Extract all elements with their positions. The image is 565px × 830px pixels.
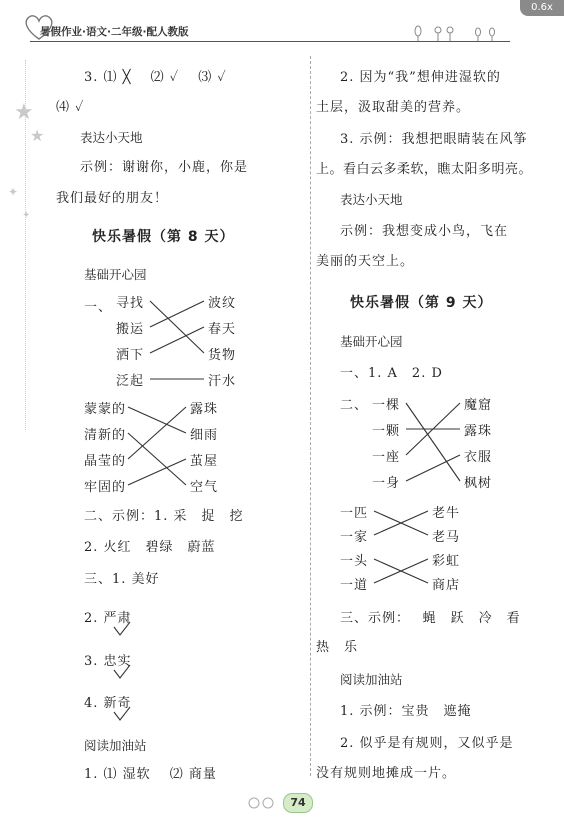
answer-3-line-2: 上。看白云多柔软，瞧太阳多明亮。 bbox=[316, 162, 533, 177]
match-left-item: 蒙蒙的 bbox=[84, 402, 127, 417]
match-right-item: 老牛 bbox=[432, 506, 461, 521]
match-right-item: 空气 bbox=[190, 480, 219, 495]
q3-item-4: 4. 新奇 bbox=[84, 696, 132, 711]
section-biaoda-right: 表达小天地 bbox=[340, 192, 403, 207]
yuedu-answer-right-2b: 没有规则地摊成一片。 bbox=[316, 766, 457, 781]
q2-label-right: 二、 bbox=[340, 398, 369, 413]
answer-3-line-1: 3. 示例：我想把眼睛装在风筝 bbox=[340, 132, 528, 147]
answer-4: ⑷ ✓ bbox=[56, 100, 85, 115]
match-right-item: 茧屋 bbox=[190, 454, 219, 469]
star-decoration-icon: ★ bbox=[30, 126, 45, 145]
match-left-item: 一座 bbox=[372, 450, 401, 465]
match-right-item: 魔窟 bbox=[464, 398, 493, 413]
q2-line-2: 2. 火红 碧绿 蔚蓝 bbox=[84, 540, 216, 555]
day-9-title: 快乐暑假（第 9 天） bbox=[350, 295, 493, 311]
section-yuedu: 阅读加油站 bbox=[84, 738, 147, 753]
q3-line-2-right: 热 乐 bbox=[316, 640, 359, 655]
match-left-item: 搬运 bbox=[116, 322, 145, 337]
match-left-item: 牢固的 bbox=[84, 480, 127, 495]
q3-item-2: 2. 严肃 bbox=[84, 611, 132, 626]
yuedu-answer-right-2a: 2. 似乎是有规则，又似乎是 bbox=[340, 736, 514, 751]
match-right-item: 商店 bbox=[432, 578, 461, 593]
answer-2-line-2: 土层，汲取甜美的营养。 bbox=[316, 100, 471, 115]
match-left-item: 一匹 bbox=[340, 506, 369, 521]
match-right-item: 衣服 bbox=[464, 450, 493, 465]
match-right-item: 细雨 bbox=[190, 428, 219, 443]
match-right-item: 波纹 bbox=[208, 296, 237, 311]
day-8-title: 快乐暑假（第 8 天） bbox=[92, 229, 235, 245]
match-left-item: 一棵 bbox=[372, 398, 401, 413]
page-header-title: 暑假作业·语文·二年级·配人教版 bbox=[40, 26, 189, 38]
section-biaoda: 表达小天地 bbox=[80, 130, 143, 145]
star-decoration-icon: ★ bbox=[14, 100, 34, 125]
zoom-badge[interactable]: 0.6x bbox=[520, 0, 564, 16]
example-line-2: 我们最好的朋友！ bbox=[56, 191, 169, 206]
example-right-line-2: 美丽的天空上。 bbox=[316, 254, 415, 269]
example-line-1: 示例：谢谢你，小鹿，你是 bbox=[80, 160, 249, 175]
page-number: 74 bbox=[283, 793, 313, 813]
q1-answers-right: 一、1. A 2. D bbox=[340, 366, 443, 381]
match-left-item: 一身 bbox=[372, 476, 401, 491]
yuedu-answer-right-1: 1. 示例：宝贵 遮掩 bbox=[340, 704, 472, 719]
match-left-item: 晶莹的 bbox=[84, 454, 127, 469]
star-decoration-icon: ✦ bbox=[22, 210, 31, 221]
section-jichu-right: 基础开心园 bbox=[340, 334, 403, 349]
match-right-item: 彩虹 bbox=[432, 554, 461, 569]
match-left-item: 一道 bbox=[340, 578, 369, 593]
section-jichu: 基础开心园 bbox=[84, 267, 147, 282]
example-right-line-1: 示例：我想变成小鸟，飞在 bbox=[340, 224, 509, 239]
match-left-item: 一颗 bbox=[372, 424, 401, 439]
match-left-item: 清新的 bbox=[84, 428, 127, 443]
match-right-item: 露珠 bbox=[464, 424, 493, 439]
match-left-item: 一头 bbox=[340, 554, 369, 569]
q3-line-1-right: 三、示例： 蝇 跃 冷 看 bbox=[340, 611, 521, 626]
q1-label: 一、 bbox=[84, 300, 113, 315]
match-right-item: 汗水 bbox=[208, 374, 237, 389]
star-decoration-icon: ✦ bbox=[8, 185, 19, 199]
match-right-item: 露珠 bbox=[190, 402, 219, 417]
match-right-item: 枫树 bbox=[464, 476, 493, 491]
match-right-item: 春天 bbox=[208, 322, 237, 337]
match-right-item: 老马 bbox=[432, 530, 461, 545]
match-left-item: 一家 bbox=[340, 530, 369, 545]
match-left-item: 洒下 bbox=[116, 348, 145, 363]
section-yuedu-right: 阅读加油站 bbox=[340, 672, 403, 687]
answer-3: 3. ⑴ ╳ ⑵ ✓ ⑶ ✓ bbox=[84, 70, 227, 85]
answer-2-line-1: 2. 因为“我”想伸进湿软的 bbox=[340, 70, 501, 85]
q2-line-1: 二、示例：1. 采 捉 挖 bbox=[84, 509, 244, 524]
footer-circles-icon bbox=[246, 796, 282, 810]
match-left-item: 泛起 bbox=[116, 374, 145, 389]
q3-item-3: 3. 忠实 bbox=[84, 654, 132, 669]
match-right-item: 货物 bbox=[208, 348, 237, 363]
match-left-item: 寻找 bbox=[116, 296, 145, 311]
yuedu-answer-1: 1. ⑴ 湿软 ⑵ 商量 bbox=[84, 767, 217, 782]
q3-item-1: 三、1. 美好 bbox=[84, 572, 160, 587]
